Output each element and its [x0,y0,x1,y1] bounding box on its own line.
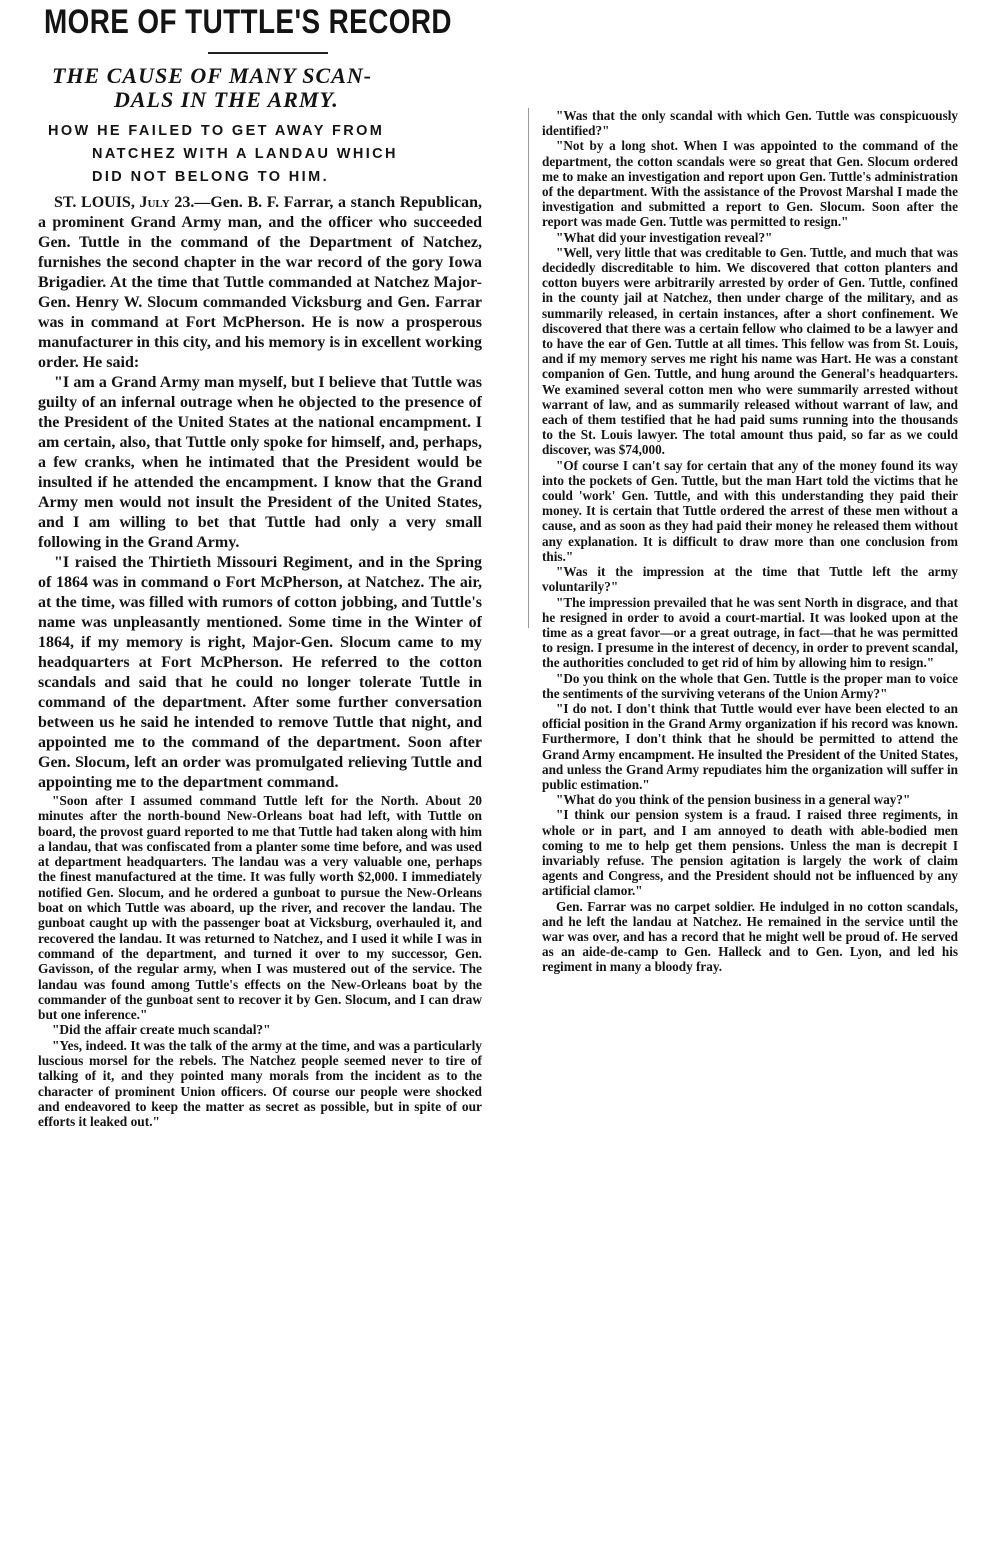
paragraph: "Was that the only scandal with which Gen. Tuttle was conspicuously identified?" [542,108,958,139]
headline-rule [208,52,328,54]
deck [52,64,482,112]
paragraph: "What did your investigation reveal?" [556,229,773,245]
paragraph: "I raised the Thirtieth Missouri Regiment, and in the Spring of 1864 was in command o Fort McPherson, at Natchez. The air, at the time, was filled with rumors of cotton jobbing, and Tuttle's name was unpleasantly mentioned. Some time in the Winter of 1864, if my memory is right, Major-Gen. Slocum came to my headquarters at Fort McPherson. He referred to the cotton scandals and said that he could no longer tolerate Tuttle in command of the department. After some further conversation between us he said he intended to remove Tuttle that night, and appointed me to the command of the department. Soon after Gen. Slocum, left an order was promulgated relieving Tuttle and appointing me to the department command. [38,554,482,791]
dateline: ST. LOUIS, July 23. [54,194,195,211]
paragraph: "Yes, indeed. It was the talk of the army at the time, and was a particularly luscious morsel for the rebels. The Natchez people seemed never to tire of talking of it, and they pointed many morals from the incident as to the character of prominent Union officers. Of course our people were shocked and endeavored to keep the matter as secret as possible, but in spite of our efforts it leaked out." [38,1037,482,1130]
paragraph: "Do you think on the whole that Gen. Tuttle is the proper man to voice the sentiments of the surviving veterans of the Union Army?" [542,670,958,701]
subdeck [48,120,482,189]
body-large [38,373,482,793]
paragraph: "Well, very little that was creditable to Gen. Tuttle, and much that was decidedly discreditable to him. We discovered that cotton planters and cotton buyers were arbitrarily arrested by order of Gen. Tuttle, confined in the county jail at Natchez, then under charge of the military, and as summarily released, in certain instances, after a short confinement. We discovered that there was a certain fellow who claimed to be a lawyer and to have the ear of Gen. Tuttle at all times. This fellow was from St. Louis, and if my memory serves me right his name was Hart. He was a constant companion of Gen. Tuttle, and hung around the General's headquarters. We examined several cotton men who were summarily arrested without warrant of law, and as summarily released without warrant of law, and each of them testified that he had paid sums running into the thousands to the St. Louis lawyer. The total amount thus paid, so far as we could discover, was $74,000. [542,244,958,458]
paragraph: "I am a Grand Army man myself, but I believe that Tuttle was guilty of an infernal outrage when he objected to the presence of the President of the United States at the national encampment. I am certain, also, that Tuttle only spoke for himself, and, perhaps, a few cranks, when he intimated that the President would be insulted if he attended the encampment. I know that the Grand Army men would not insult the President of the United States, and I am willing to bet that Tuttle had only a very small following in the Grand Army. [38,374,482,551]
lede-text: —Gen. B. F. Farrar, a stanch Republican, a prominent Grand Army man, and the officer who succeeded Gen. Tuttle in the command of the Department of Natchez, furnishes the second chapter in the war record of the gory Iowa Brigadier. At the time that Tuttle commanded at Natchez Major-Gen. Henry W. Slocum commanded Vicksburg and Gen. Farrar was in command at Fort McPherson. He is now a prosperous manufacturer in this city, and his memory is in excellent working order. He said: [38,194,482,371]
paragraph: Gen. Farrar was no carpet soldier. He indulged in no cotton scandals, and he left the landau at Natchez. He remained in the service until the war was over, and has a record that he might well be proud of. He served as an aide-de-camp to Gen. Halleck and to Gen. Lyon, and led his regiment in many a bloody fray. [542,898,958,975]
lede-paragraph [38,193,482,373]
subdeck-line-2: NATCHEZ WITH A LANDAU WHICH [92,146,398,162]
left-column [38,0,482,1555]
deck-line-1: THE CAUSE OF MANY SCAN- [52,63,373,88]
paragraph: "Was it the impression at the time that Tuttle left the army voluntarily?" [542,564,958,595]
paragraph: "Of course I can't say for certain that any of the money found its way into the pockets of Gen. Tuttle, but the man Hart told the victims that he could 'work' Gen. Tuttle, and with this understanding they paid their money. It is certain that Tuttle ordered the arrest of these men without a cause, and as soon as they had paid their money he released them without any explanation. It is difficult to draw more than one conclusion from this." [542,457,958,564]
paragraph: "Did the affair create much scandal?" [52,1022,271,1038]
deck-line-2: DALS IN THE ARMY. [114,87,339,112]
paragraph: "I think our pension system is a fraud. I raised three regiments, in whole or in part, and I am annoyed to death with able-bodied men coming to me to help get them pensions. Unless the man is decrepit I invariably refuse. The pension agitation is largely the work of claim agents and Congress, and the President should not be influenced by any artificial clamor." [542,807,958,899]
body-small-right [542,108,958,975]
paragraph: "I do not. I don't think that Tuttle would ever have been elected to an official position in the Grand Army organization if his record was known. Furthermore, I don't think that he should be permitted to attend the Grand Army encampment. He insulted the President of the United States, and unless the Grand Army repudiates him the organization will suffer in public estimation." [542,700,958,792]
paragraph: "Not by a long shot. When I was appointed to the command of the department, the cotton scandals were so great that Gen. Slocum ordered me to make an investigation and report upon Gen. Tuttle's administration of the department. With the assistance of the Provost Marshal I made the investigation and submitted a report to Gen. Slocum. Soon after the report was made Gen. Tuttle was permitted to resign." [542,138,958,230]
column-rule [528,108,529,628]
subdeck-line-1: HOW HE FAILED TO GET AWAY FROM [48,123,385,139]
paragraph: "What do you think of the pension business in a general way?" [556,792,911,808]
body-small [38,793,482,1130]
subdeck-line-3: DID NOT BELONG TO HIM. [92,169,330,185]
paragraph: "The impression prevailed that he was sent North in disgrace, and that he resigned in order to avoid a court-martial. It was looked upon at the time as a great favor—or a great outrage, in fact—that he was permitted to resign. I presume in the interest of decency, in order to prevent scandal, the authorities concluded to get rid of him by allowing him to resign." [542,594,958,671]
headline: MORE OF TUTTLE'S RECORD [44,3,452,41]
right-column [542,108,958,1555]
paragraph: "Soon after I assumed command Tuttle left for the North. About 20 minutes after the north-bound New-Orleans boat had left, with Tuttle on board, the provost guard reported to me that Tuttle had taken along with him a landau, that was confiscated from a planter some time before, and was used at department headquarters. The landau was a very valuable one, perhaps the finest manufactured at the time. It was fully worth $2,000. I immediately notified Gen. Slocum, and he ordered a gunboat to pursue the New-Orleans boat on which Tuttle was aboard, up the river, and recover the landau. The gunboat caught up with the passenger boat at Vicksburg, overhauled it, and recovered the landau. It was returned to Natchez, and I used it while I was in command of the department, and turned it over to my successor, Gen. Gavisson, of the regular army, when I was mustered out of the service. The landau was found among Tuttle's effects on the New-Orleans boat by the commander of the gunboat sent to recover it by Gen. Slocum, and I can draw but one inference." [38,793,482,1023]
